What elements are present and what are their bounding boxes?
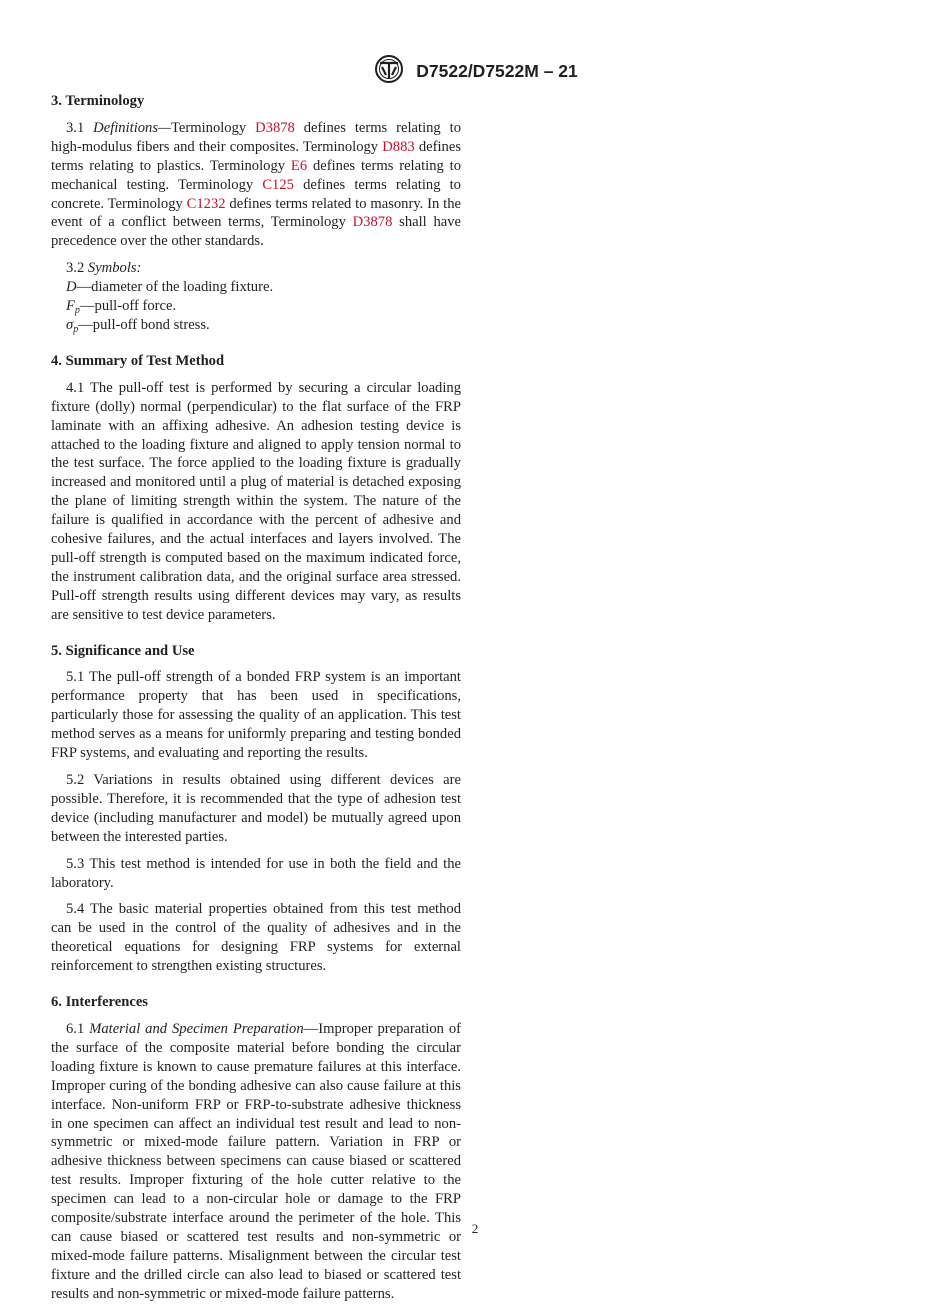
ref-link-c1232[interactable]: C1232 — [186, 195, 226, 212]
section-heading-significance: 5. Significance and Use — [51, 642, 195, 659]
page-number: 2 — [471, 1221, 479, 1236]
astm-logo-icon — [372, 54, 406, 89]
symbol-sigma-p: $\sigma_p—pull$-off bond stress. — [66, 316, 210, 335]
paragraph-5-1: 5.1 The pull-off strength of a bonded FRP system is an important performance property that has been used in specifications, particularly those for assessing the quality of an application. This test method serves as a means for uniformly preparing and testing bonded FRP systems, and evaluating and reporting the results. — [51, 669, 461, 762]
paragraph-5-2: 5.2 Variations in results obtained using different devices are possible. Therefore, it is recommended that the type of adhesion test device (including manufacturer and model) be mutually agreed upon between the interested parties. — [51, 772, 461, 845]
page-header — [0, 54, 950, 89]
symbol-fp: $F_p—pull$-off force. — [66, 298, 177, 317]
ref-link-d883[interactable]: D883 — [382, 138, 415, 155]
left-column — [51, 92, 461, 1304]
ref-link-d3878-2[interactable]: D3878 — [352, 214, 393, 231]
section-heading-interferences: 6. Interferences — [51, 994, 148, 1011]
section-heading-terminology: 3. Terminology — [51, 93, 145, 109]
paragraph-5-4: 5.4 The basic material properties obtained from this test method can be used in the control of the quality of adhesives and in the theoretical equations for designing FRP systems for external reinforcement to strengthen existing structures. — [51, 901, 461, 975]
paragraph-3-2: 3.2 Symbols: — [66, 260, 142, 277]
symbol-d: D—diameter of the loading fixture. — [66, 279, 274, 296]
paragraph-4-1: 4.1 The pull-off test is performed by securing a circular loading fixture (dolly) normal (perpendicular) to the flat surface of the FRP laminate with an affixing adhesive. An adhesion testing device is attached to the loading fixture and aligned to apply tension normal to the test surface. The force applied to the loading fixture is gradually increased and monitored until a plug of material is detached exposing the plane of limiting strength within the system. The nature of the failure is qualified in accordance with the percent of adhesive and cohesive failures, and the actual interfaces and layers involved. The pull-off strength is computed based on the maximum indicated force, the instrument calibration data, and the original surface area stressed. Pull-off strength results using different devices may vary, as results are sensitive to test device parameters. — [51, 379, 461, 623]
paragraph-3-1: 3.1 Definitions—Terminology D3878 defines terms relating to high-modulus fibers and their composites. Terminology D883 defines terms relating to plastics. Terminology E6 defines terms relating to mechanical testing. Terminology C125 defines terms relating to concrete. Terminology C1232 defines terms related to masonry. In the event of a conflict between terms, Terminology D3878 shall have precedence over the other standards. — [51, 119, 461, 250]
ref-link-e6[interactable]: E6 — [290, 157, 308, 174]
paragraph-6-1: 6.1 Material and Specimen Preparation—Improper preparation of the surface of the composite material before bonding the circular loading fixture is known to cause premature failures at this interface. Improper curing of the bonding adhesive can also cause failure at this interface. Non-uniform FRP or FRP-to-substrate adhesive thickness in one specimen can affect an individual test result and lead to non-symmetric or mixed-mode failure pattern. Variation in FRP or adhesive thickness between specimens can cause biased or scattered test results. Improper fixturing of the hole cutter relative to the specimen can lead to a non-circular hole or damage to the FRP composite/substrate interface around the perimeter of the hole. This can cause biased or scattered test results and non-symmetric or mixed-mode failure patterns. Misalignment between the circular test fixture and the drilled circle can also lead to biased or scattered test results and non-symmetric or mixed-mode failure patterns. — [51, 1020, 462, 1302]
ref-link-c125[interactable]: C125 — [262, 176, 294, 193]
ref-link-d3878[interactable]: D3878 — [255, 119, 295, 136]
document-id: D7522/D7522M – 21 — [416, 61, 578, 81]
paragraph-5-3: 5.3 This test method is intended for use in both the field and the laboratory. — [51, 855, 461, 891]
section-heading-summary: 4. Summary of Test Method — [51, 352, 225, 369]
